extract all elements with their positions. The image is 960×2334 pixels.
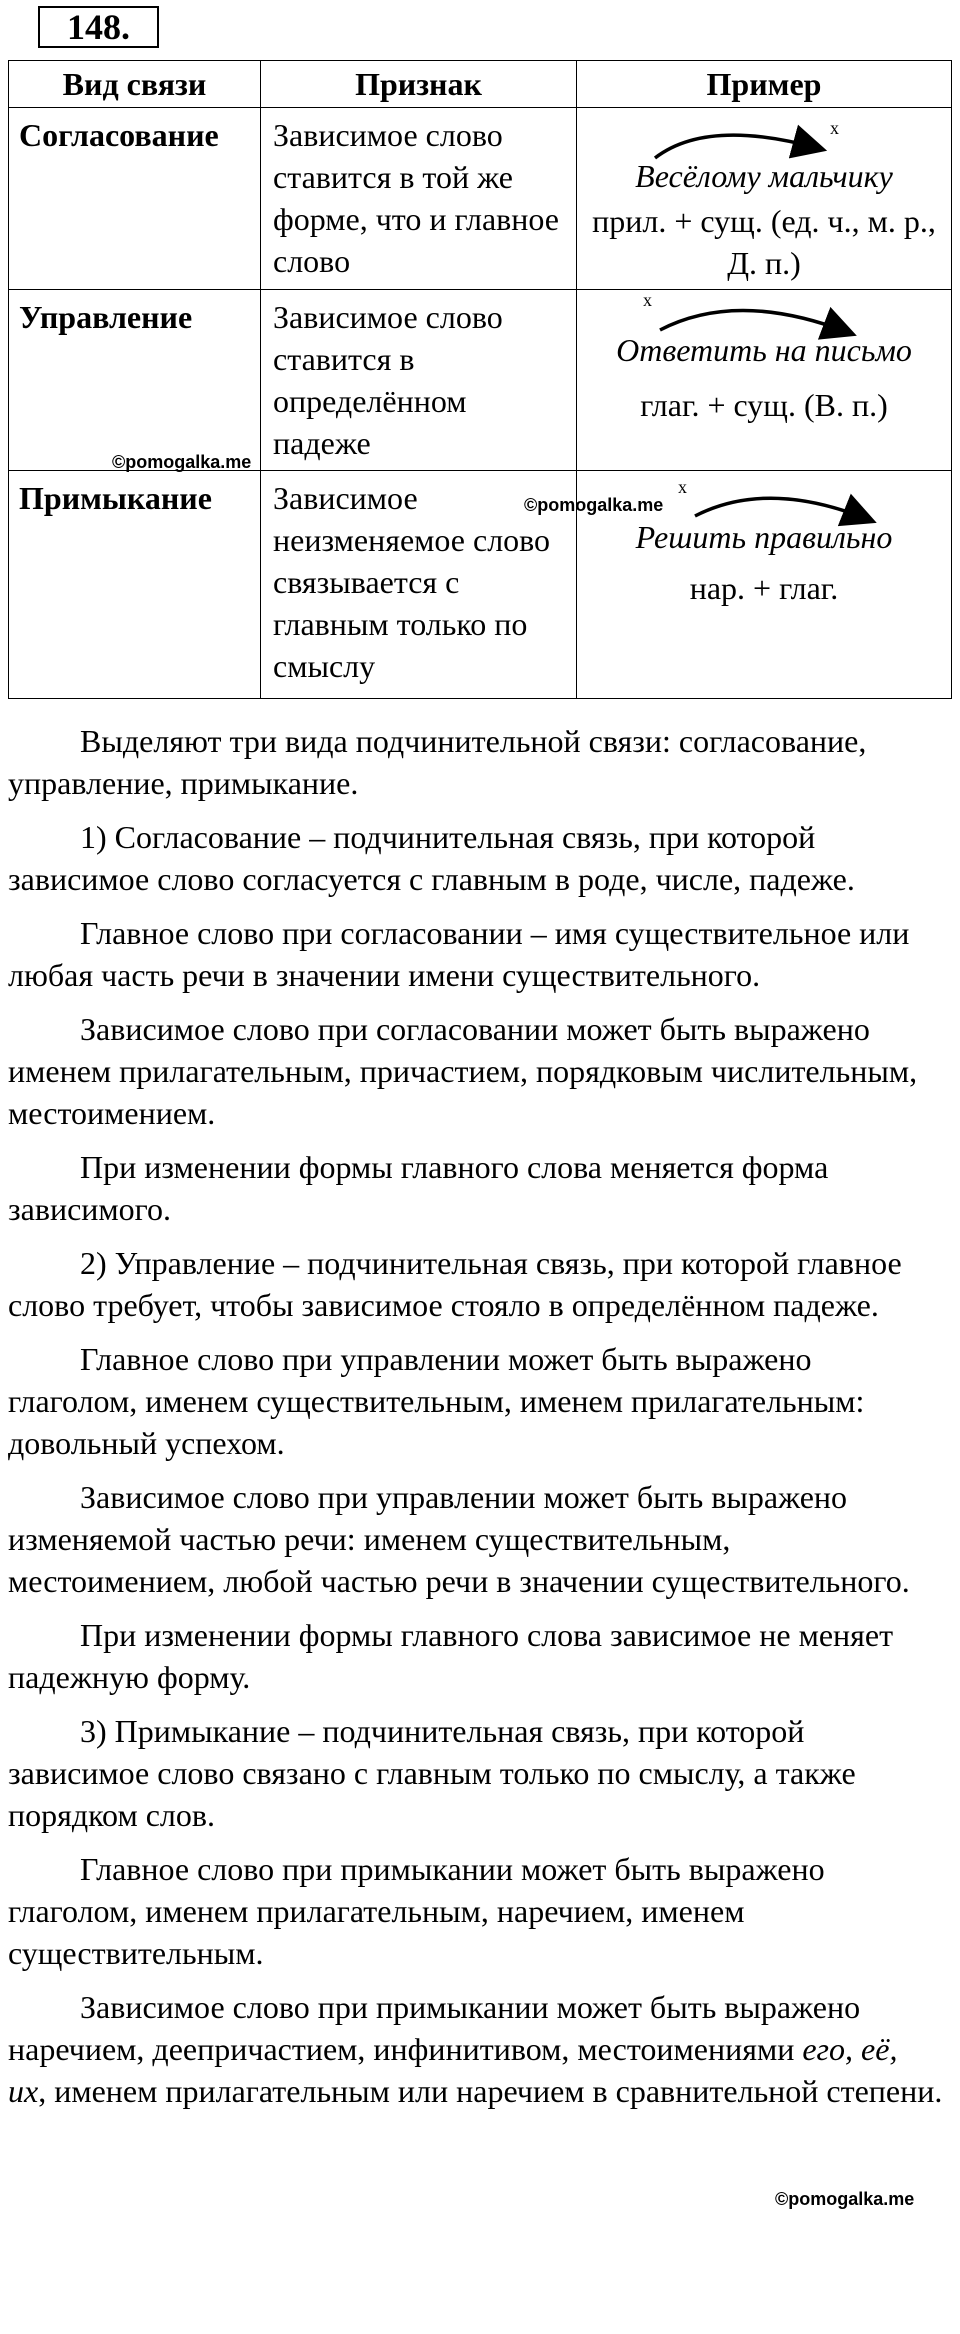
watermark: ©pomogalka.me bbox=[775, 2189, 915, 2209]
task-number: 148. bbox=[38, 6, 159, 48]
table-row bbox=[9, 471, 952, 699]
relation-type-agreement: Согласование bbox=[9, 108, 261, 290]
relation-sign: Зависимое слово ставится в определённом падеже bbox=[261, 290, 577, 471]
paragraph: При изменении формы главного слова меняется форма зависимого. bbox=[8, 1149, 829, 1227]
table-header-row bbox=[9, 61, 952, 108]
example-formula: нар. + глаг. bbox=[689, 570, 839, 606]
paragraph bbox=[8, 1986, 943, 2112]
paragraph: Главное слово при согласовании – имя существительное или любая часть речи в значении имени существительного. bbox=[8, 915, 910, 993]
paragraph: Выделяют три вида подчинительной связи: согласование, управление, примыкание. bbox=[8, 723, 867, 801]
head-word-mark: x bbox=[643, 290, 652, 310]
paragraph: Зависимое слово при управлении может быть выражено изменяемой частью речи: именем существительным, местоимением, любой частью речи в значении существительного. bbox=[8, 1479, 910, 1599]
head-word-mark: x bbox=[678, 477, 687, 497]
table-row bbox=[9, 108, 952, 290]
relation-sign: Зависимое слово ставится в той же форме, что и главное слово bbox=[261, 108, 577, 290]
paragraph-text: Зависимое слово при примыкании может быть выражено наречием, деепричастием, инфинитивом, местоимениями bbox=[8, 1989, 861, 2067]
watermark: ©pomogalka.me bbox=[524, 495, 664, 515]
example-cell bbox=[577, 108, 952, 290]
relation-sign: Зависимое неизменяемое слово связывается с главным только по смыслу bbox=[261, 471, 577, 699]
paragraph: Главное слово при управлении может быть выражено глаголом, именем существительным, именем прилагательным: довольный успехом. bbox=[8, 1341, 865, 1461]
paragraph: 2) Управление – подчинительная связь, при которой главное слово требует, чтобы зависимое стояло в определённом падеже. bbox=[8, 1245, 902, 1323]
example-cell bbox=[577, 290, 952, 471]
example-formula: прил. + сущ. (ед. ч., м. р., Д. п.) bbox=[592, 203, 936, 281]
paragraph-text: , именем прилагательным или наречием в сравнительной степени. bbox=[38, 2073, 943, 2109]
watermark: ©pomogalka.me bbox=[112, 452, 252, 472]
relation-type-adjacency: Примыкание bbox=[9, 471, 261, 699]
paragraph: 1) Согласование – подчинительная связь, при которой зависимое слово согласуется с главным в роде, числе, падеже. bbox=[8, 819, 855, 897]
relations-table bbox=[8, 60, 952, 699]
example-phrase: Ответить на письмо bbox=[616, 332, 912, 368]
header-type: Вид связи bbox=[9, 61, 261, 108]
pronoun-examples: его, её, их bbox=[8, 2031, 898, 2109]
head-word-mark: x bbox=[830, 118, 839, 138]
example-phrase: Весёлому мальчику bbox=[635, 158, 893, 194]
relation-type-government: Управление bbox=[9, 290, 261, 471]
paragraph: 3) Примыкание – подчинительная связь, при которой зависимое слово связано с главным только по смыслу, а также порядком слов. bbox=[8, 1713, 856, 1833]
table-row bbox=[9, 290, 952, 471]
paragraph: Зависимое слово при согласовании может быть выражено именем прилагательным, причастием, порядковым числительным, местоимением. bbox=[8, 1011, 918, 1131]
example-formula: глаг. + сущ. (В. п.) bbox=[640, 387, 888, 423]
explanation-text bbox=[8, 720, 943, 2124]
header-sign: Признак bbox=[261, 61, 577, 108]
paragraph: Главное слово при примыкании может быть выражено глаголом, именем прилагательным, наречием, именем существительным. bbox=[8, 1851, 825, 1971]
header-example: Пример bbox=[577, 61, 952, 108]
example-phrase: Решить правильно bbox=[635, 519, 893, 555]
paragraph: При изменении формы главного слова зависимое не меняет падежную форму. bbox=[8, 1617, 894, 1695]
